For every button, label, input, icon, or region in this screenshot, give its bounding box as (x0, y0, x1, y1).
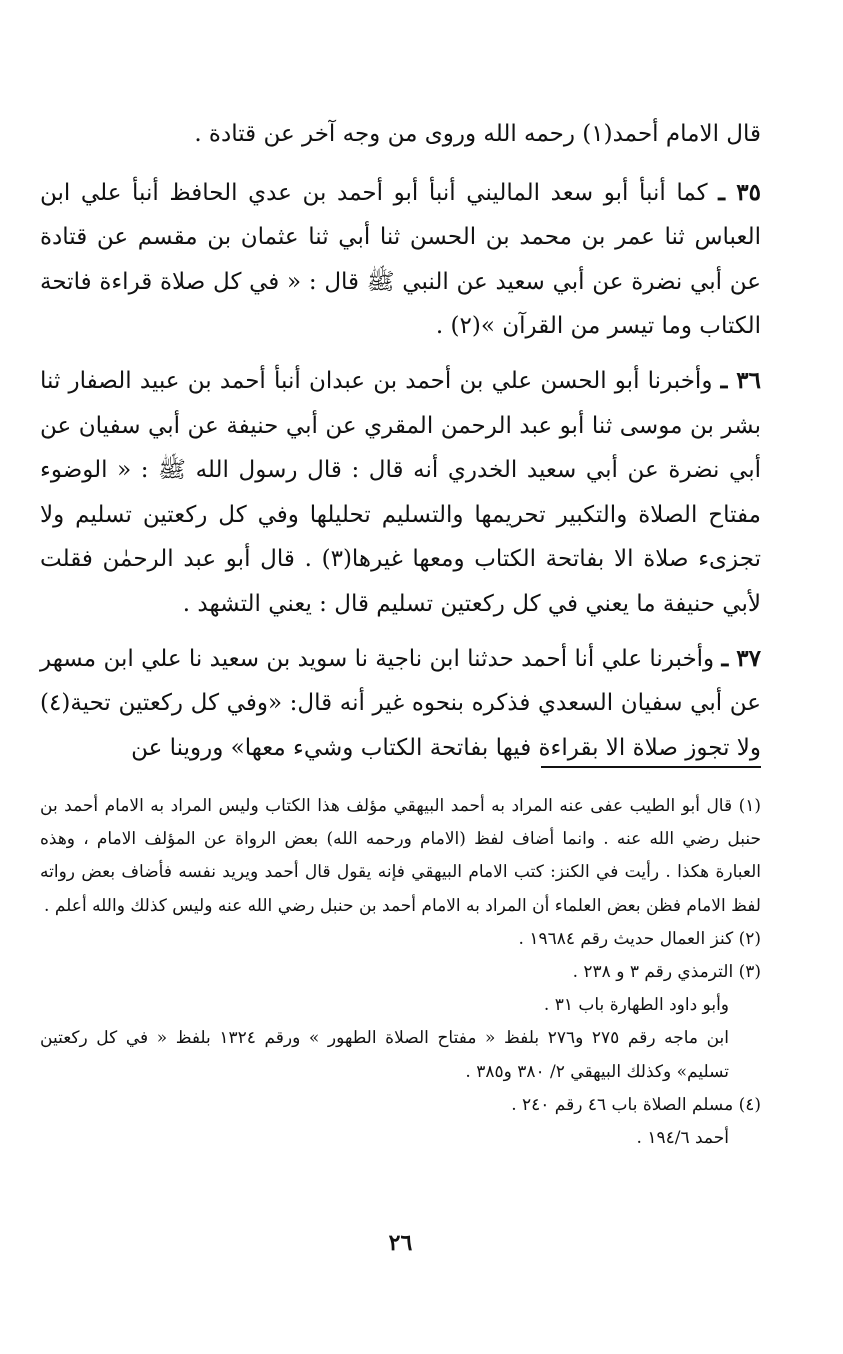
footnote-divider (541, 766, 761, 768)
footnote-4-ahmad: أحمد ١٩٤/٦ . (636, 1128, 729, 1149)
hadith-text: وأخبرنا أبو الحسن علي بن أحمد بن عبدان أنبأ أحمد بن عبيد الصفار ثنا بشر بن موسى ثنا أبو عبد الرحمن المقري عن أبي حنيفة عن أبي سفيان عن أبي نضرة عن أبي سعيد الخدري أنه قال : قال رسول الله ﷺ : « الوضوء مفتاح الصلاة والتكبير تحريمها والتسليم تحليلها وفي كل ركعتين تسليم ولا تجزىء صلاة الا بفاتحة الكتاب ومعها غيرها(٣) . قال أبو عبد الرحمٰن فقلت لأبي حنيفة ما يعني في كل ركعتين تسليم قال : يعني التشهد . (40, 367, 761, 617)
footnotes (40, 790, 761, 1155)
main-text (40, 112, 761, 780)
hadith-number: ٣٥ ـ (718, 178, 762, 206)
footnote-3-abudawud: وأبو داود الطهارة باب ٣١ . (543, 995, 729, 1016)
hadith-number: ٣٧ ـ (721, 644, 761, 672)
hadith-text: وأخبرنا علي أنا أحمد حدثنا ابن ناجية نا سويد بن سعيد نا علي ابن مسهر عن أبي سفيان السعدي فذكره بنحوه غير أنه قال: «وفي كل ركعتين تحية(٤) ولا تجوز صلاة الا بقراءة فيها بفاتحة الكتاب وشيء معها» وروينا عن (40, 645, 761, 761)
page-number: ٢٦ (388, 1230, 413, 1256)
hadith-text: كما أنبأ أبو سعد الماليني أنبأ أبو أحمد بن عدي الحافظ أنبأ علي ابن العباس ثنا عمر بن محمد بن الحسن ثنا أبي ثنا عثمان بن مقسم عن قتادة عن أبي نضرة عن أبي سعيد عن النبي ﷺ قال : « في كل صلاة قراءة فاتحة الكتاب وما تيسر من القرآن »(٢) . (40, 179, 761, 340)
hadith-37 (40, 637, 761, 771)
hadith-35 (40, 171, 761, 349)
hadith-36 (40, 359, 761, 627)
book-page (40, 0, 761, 1354)
footnote-3-ibnmajah: ابن ماجه رقم ٢٧٥ و٢٧٦ بلفظ « مفتاح الصلاة الطهور » ورقم ١٣٢٤ بلفظ « في كل ركعتين تسليم» وكذلك البيهقي ٢/ ٣٨٠ و٣٨٥ . (40, 1028, 729, 1082)
hadith-number: ٣٦ ـ (720, 366, 762, 394)
intro-line: قال الامام أحمد(١) رحمه الله وروى من وجه آخر عن قتادة . (194, 121, 761, 147)
footnote-2: (٢) كنز العمال حديث رقم ١٩٦٨٤ . (518, 928, 761, 949)
footnote-1: (١) قال أبو الطيب عفى عنه المراد به أحمد البيهقي مؤلف هذا الكتاب وليس المراد به الامام أحمد بن حنبل رضي الله عنه . وانما أضاف لفظ (الامام ورحمه الله) بعض الرواة عن المؤلف الامام ، وهذه العبارة هكذا . رأيت في الكنز: كتب الامام البيهقي فإنه يقول قال أحمد ويريد نفسه فأضاف بعض رواته لفظ الامام فظن بعض العلماء أن المراد به الامام أحمد بن حنبل رضي الله عنه وليس كذلك والله أعلم . (40, 796, 761, 916)
footnote-3: (٣) الترمذي رقم ٣ و ٢٣٨ . (572, 962, 761, 983)
footnote-4: (٤) مسلم الصلاة باب ٤٦ رقم ٢٤٠ . (511, 1094, 761, 1115)
